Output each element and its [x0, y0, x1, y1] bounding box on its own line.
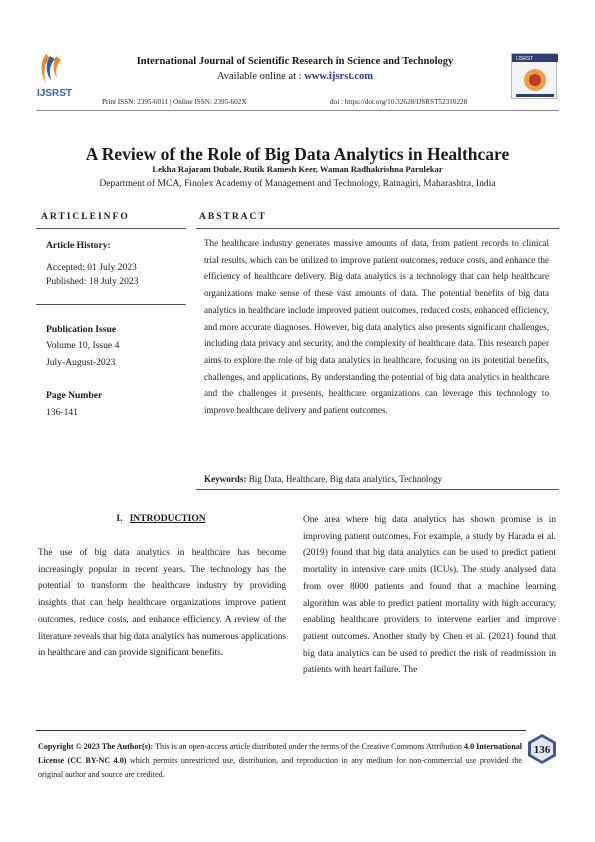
doi-link[interactable]: doi : https://doi.org/10.32628/IJSRST52310228 — [330, 98, 468, 106]
journal-url-link[interactable]: www.ijsrst.com — [304, 71, 374, 82]
abstract-rule — [196, 228, 559, 229]
page-number-label: Page Number — [46, 390, 103, 401]
logo-text: IJSRST — [37, 88, 73, 99]
section-number: I. — [116, 514, 123, 524]
abstract-text: The healthcare industry generates massive amounts of data, from patient records to clinical trial results, which can be utilized to improve patient outcomes, reduce costs, and enhance the efficiency of healthcare delivery. Big data analytics is a technology that can help healthcare organizations make sense of these vast amounts of data. The potential benefits of big data analytics in healthcare include improved patient outcomes, reduced costs, enhanced efficiency, and more accurate diagnoses. However, big data analytics also presents significant challenges, including data privacy and security, and the complexity of healthcare data. This research paper aims to explore the role of big data analytics in healthcare, focusing on its potential benefits, challenges, and applications. By understanding the potential of big data analytics in healthcare and the challenges it presents, healthcare organizations can leverage this technology to improve healthcare delivery and patient outcomes. — [204, 238, 549, 416]
section-title: INTRODUCTION — [129, 514, 206, 524]
volume-issue: Volume 10, Issue 4 — [46, 340, 120, 351]
available-prefix: Available online at : — [216, 71, 305, 82]
keywords-label: Keywords: — [204, 474, 247, 484]
affiliation: Department of MCA, Finolex Academy of Management and Technology, Ratnagiri, Maharashtra, India — [99, 178, 496, 189]
section-heading-introduction — [36, 514, 286, 524]
intro-left-paragraph: The use of big data analytics in healthcare has become increasingly popular in recent years. The technology has the potential to transform the healthcare industry by providing insights that can help healthcare organizations improve patient outcomes, reduce costs, and enhance efficiency. A review of the literature reveals that big data analytics has numerous applications in healthcare and can provide significant benefits. — [38, 548, 286, 659]
article-history-rule — [36, 304, 186, 305]
page-number: 136 — [533, 744, 551, 756]
license-link[interactable]: 4.0 International License (CC BY-NC 4.0) — [38, 742, 523, 765]
copyright-notice — [38, 740, 522, 782]
journal-logo — [36, 52, 78, 100]
paper-title: A Review of the Role of Big Data Analytics in Healthcare — [85, 144, 510, 164]
issn-line: Print ISSN: 2395-6011 | Online ISSN: 2395-602X — [102, 98, 247, 106]
keywords — [204, 474, 549, 484]
published-date: Published: 18 July 2023 — [46, 276, 139, 287]
intro-right-paragraph: One area where big data analytics has shown promise is in improving patient outcomes. For example, a study by Harada et al. (2019) found that big data analytics can be used to predict patient mortality in intensive care units (ICUs). The study analysed data from over 8000 patients and found that a machine learning algorithm was able to predict patient mortality with high accuracy, enabling healthcare providers to intervene earlier and improve patient outcomes. Another study by Chen et al. (2021) found that big data analytics can be used to predict the risk of readmission in patients with heart failure. The — [303, 515, 556, 676]
keywords-list: Big Data, Healthcare, Big data analytics, Technology — [246, 474, 443, 484]
copyright-label: Copyright © 2023 The Author(s): — [38, 742, 154, 751]
available-online — [110, 71, 480, 82]
keywords-rule — [196, 489, 559, 490]
issue-months: July-August-2023 — [46, 357, 116, 368]
page-number-badge — [527, 733, 557, 765]
page-range: 136-141 — [46, 407, 78, 418]
header-divider — [36, 110, 559, 111]
journal-title: International Journal of Scientific Research in Science and Technology — [136, 56, 454, 67]
publication-issue-label: Publication Issue — [46, 324, 117, 335]
article-info-rule — [36, 228, 186, 229]
footer-divider — [36, 730, 526, 731]
journal-cover-image — [511, 53, 557, 99]
license-text-pre: This is an open-access article distributed under the terms of the Creative Commons Attribution — [153, 742, 464, 751]
cover-label: IJSRST — [516, 56, 534, 62]
license-text-post: which permits unrestricted use, distribution, and reproduction in any medium for non-commercial use provided the original author and source are credited. — [38, 756, 522, 779]
abstract-heading: ABSTRACT — [199, 212, 267, 222]
author-list: Lekha Rajaram Dubale, Rutik Ramesh Keer, Waman Radhakrishna Parulekar — [152, 164, 443, 174]
article-history-label: Article History: — [46, 240, 111, 251]
accepted-date: Accepted: 01 July 2023 — [46, 262, 137, 273]
article-info-heading: ARTICLEINFO — [41, 212, 130, 222]
